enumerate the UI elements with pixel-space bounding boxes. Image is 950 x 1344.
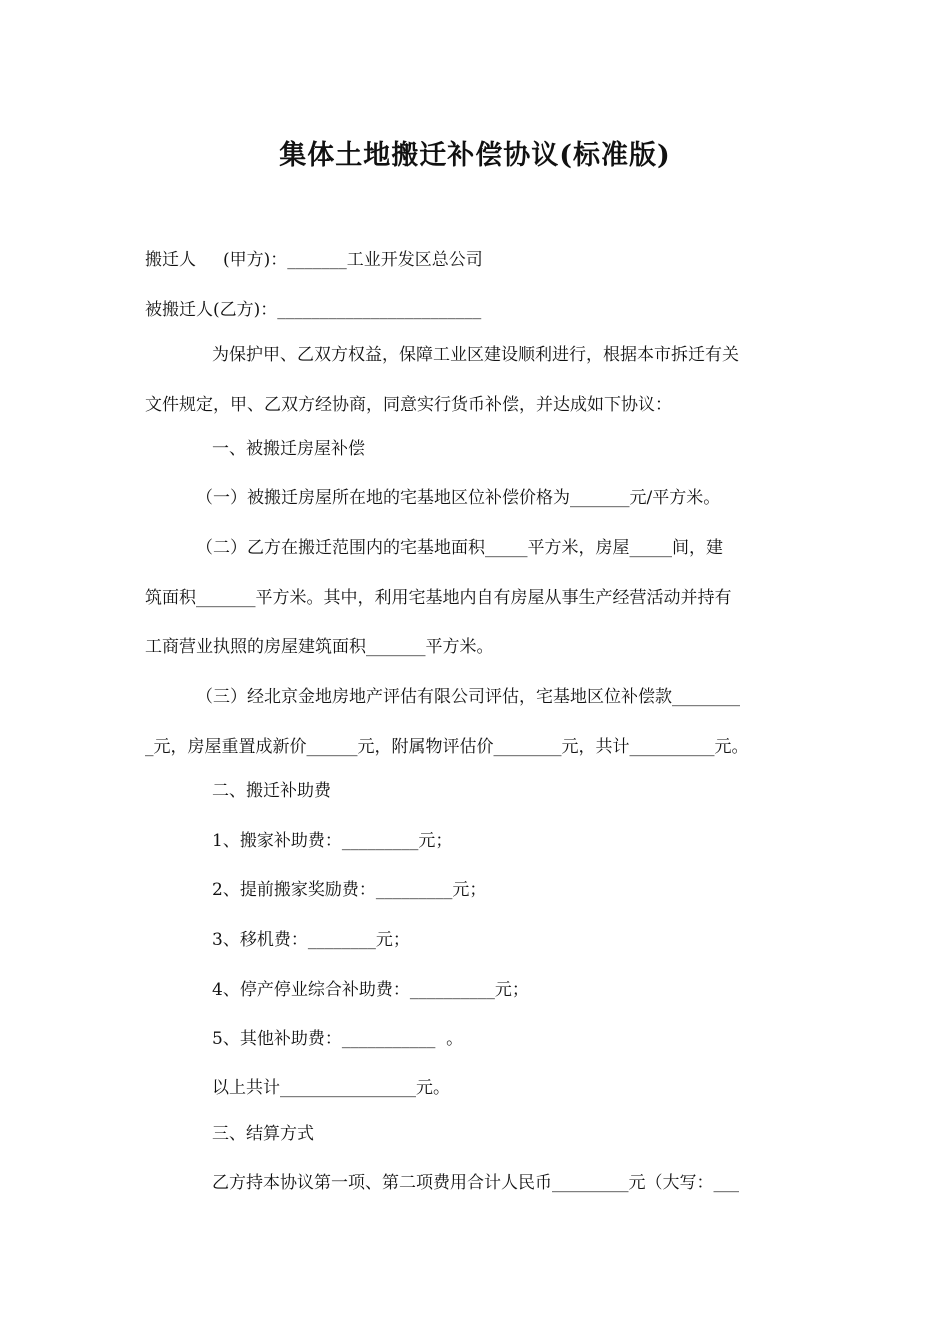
subsidy-total: 以上共计________________元。 xyxy=(212,1078,450,1098)
preamble-line-1: 为保护甲、乙双方权益，保障工业区建设顺利进行，根据本市拆迁有关 xyxy=(212,345,739,365)
clause-1-2-line-1: （二）乙方在搬迁范围内的宅基地面积_____平方米，房屋_____间，建 xyxy=(196,538,723,558)
subsidy-item-3: 3、移机费：________元； xyxy=(212,930,410,950)
section-2-heading: 二、搬迁补助费 xyxy=(212,781,331,801)
document-title: 集体土地搬迁补偿协议(标准版) xyxy=(279,140,671,171)
subsidy-item-4: 4、停产停业综合补助费：__________元； xyxy=(212,980,529,1000)
subsidy-item-2: 2、提前搬家奖励费：_________元； xyxy=(212,880,487,900)
preamble-line-2: 文件规定，甲、乙双方经协商，同意实行货币补偿，并达成如下协议： xyxy=(145,395,672,415)
settlement-line-1: 乙方持本协议第一项、第二项费用合计人民币_________元（大写：___ xyxy=(212,1173,739,1193)
clause-1-3-line-1: （三）经北京金地房地产评估有限公司评估，宅基地区位补偿款________ xyxy=(196,687,740,707)
subsidy-item-1: 1、搬家补助费：_________元； xyxy=(212,831,453,851)
section-1-heading: 一、被搬迁房屋补偿 xyxy=(212,439,365,459)
clause-1-3-line-2: _元，房屋重置成新价______元，附属物评估价________元，共计__________元。 xyxy=(145,737,749,757)
clause-1-1: （一）被搬迁房屋所在地的宅基地区位补偿价格为_______元/平方米。 xyxy=(196,488,721,508)
section-3-heading: 三、结算方式 xyxy=(212,1124,314,1144)
relocatee-party-line: 被搬迁人(乙方)：________________________ xyxy=(145,300,482,320)
clause-1-2-line-3: 工商营业执照的房屋建筑面积_______平方米。 xyxy=(145,637,494,657)
subsidy-item-5: 5、其他补助费：___________ 。 xyxy=(212,1029,464,1049)
clause-1-2-line-2: 筑面积_______平方米。其中，利用宅基地内自有房屋从事生产经营活动并持有 xyxy=(145,588,732,608)
relocator-party-line: 搬迁人 (甲方)：_______工业开发区总公司 xyxy=(145,250,483,270)
